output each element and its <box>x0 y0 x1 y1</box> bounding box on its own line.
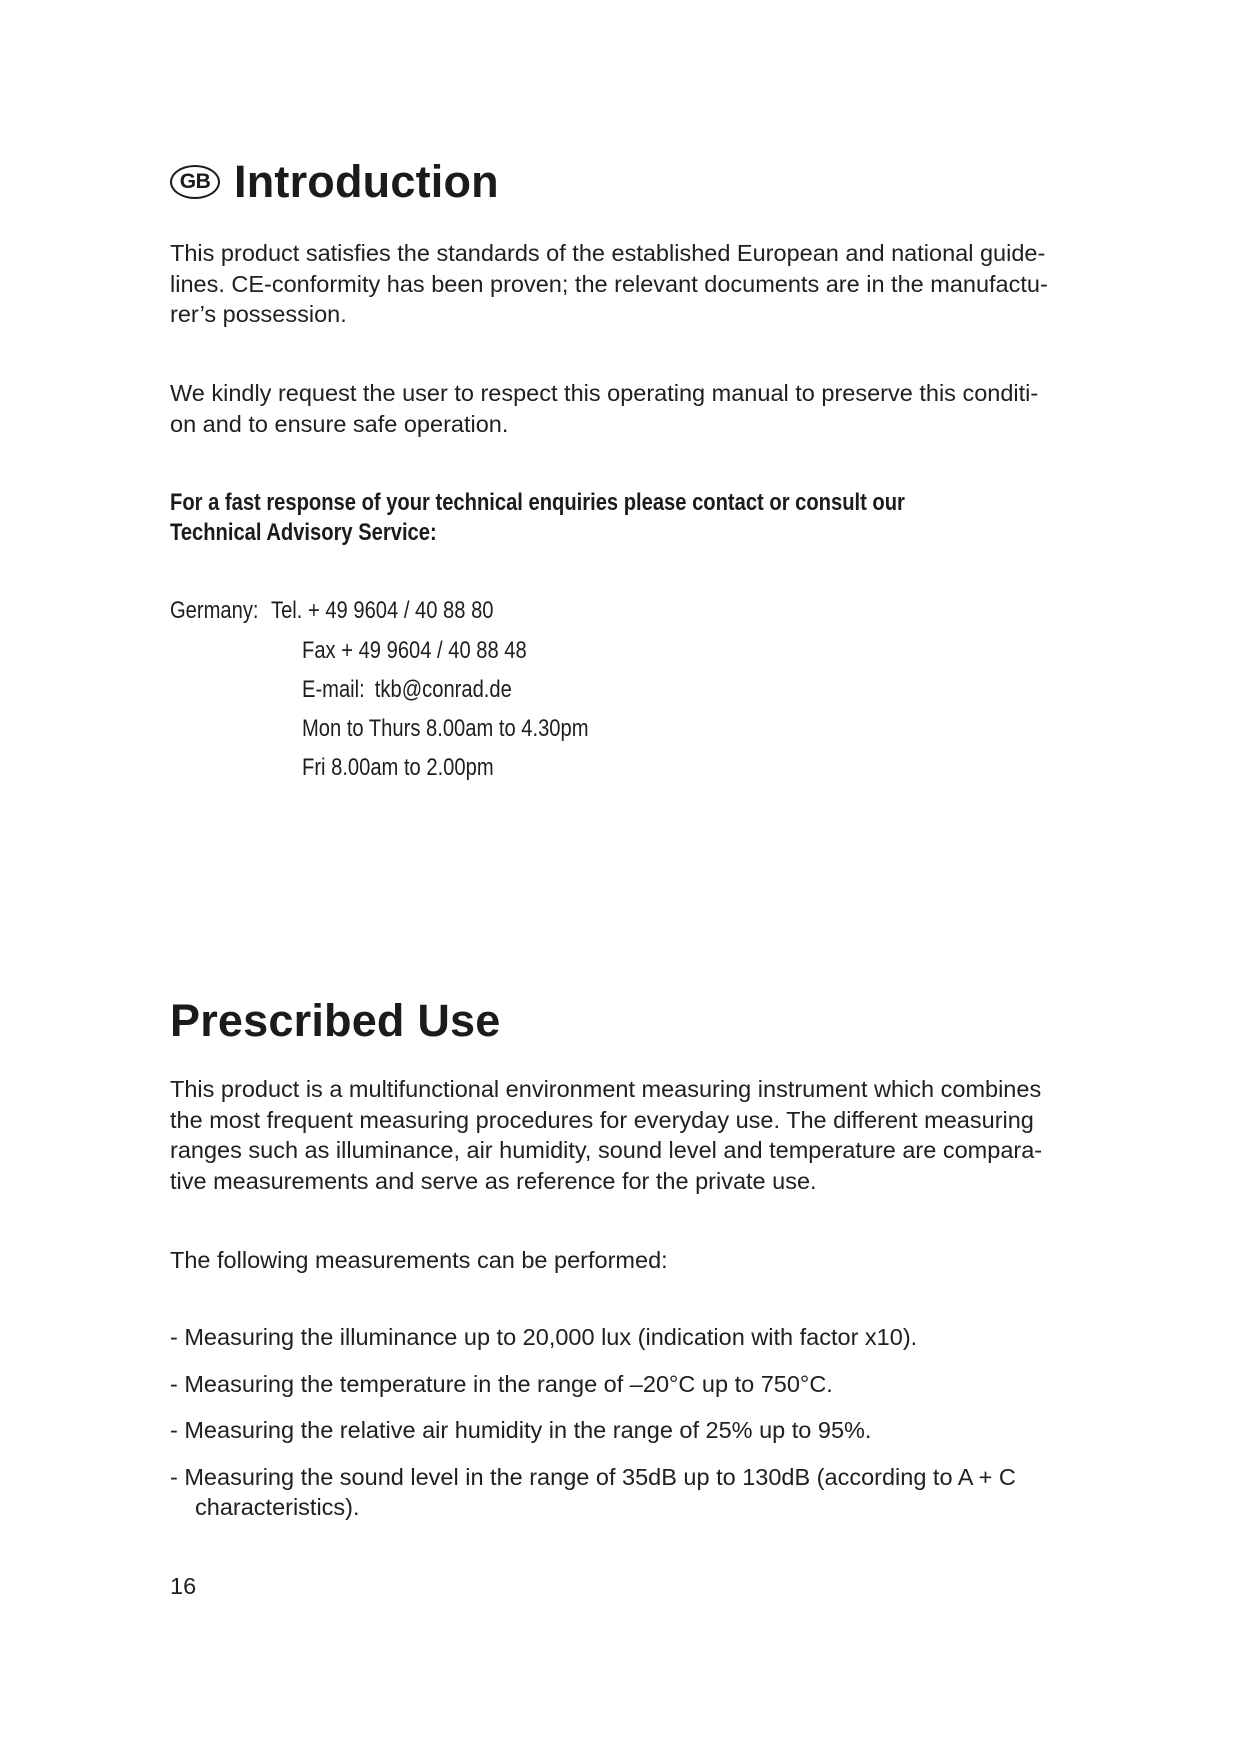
page-number: 16 <box>170 1573 197 1599</box>
text-line: on and to ensure safe operation. <box>170 410 509 437</box>
list-item: - Measuring the illuminance up to 20,000 lux (indication with factor x10). <box>170 1324 918 1350</box>
prescribed-use-title: Prescribed Use <box>170 995 501 1046</box>
list-item: - Measuring the temperature in the range of –20°C up to 750°C. <box>170 1370 833 1397</box>
text-line: We kindly request the user to respect this operating manual to preserve this conditi- <box>170 380 1039 406</box>
measurements-intro: The following measurements can be performed: <box>170 1247 668 1273</box>
text-line: This product satisfies the standards of the established European and national guide- <box>170 240 1046 266</box>
list-item-continuation: characteristics). <box>195 1494 360 1520</box>
text-line: ranges such as illuminance, air humidity, sound level and temperature are compara- <box>170 1137 1043 1163</box>
measurements-list <box>170 1322 1130 1539</box>
text-line: rer’s possession. <box>170 301 347 327</box>
email-address: tkb@conrad.de <box>374 676 512 703</box>
introduction-paragraph-1 <box>170 238 1110 330</box>
text-line: the most frequent measuring procedures for everyday use. The different measuring <box>170 1106 1034 1133</box>
contact-country: Germany: <box>170 597 259 624</box>
list-item: - Measuring the relative air humidity in the range of 25% up to 95%. <box>170 1417 872 1443</box>
gb-language-badge: GB <box>170 165 220 199</box>
technical-advisory-notice <box>170 488 905 548</box>
text-line: This product is a multifunctional environment measuring instrument which combines <box>170 1076 1042 1102</box>
text-line: For a fast response of your technical enquiries please contact or consult our <box>170 489 905 516</box>
text-line: Technical Advisory Service: <box>170 519 437 546</box>
text-line: tive measurements and serve as reference for the private use. <box>170 1167 817 1194</box>
text-line: lines. CE-conformity has been proven; the relevant documents are in the manufactu- <box>170 270 1048 297</box>
email-label: E-mail: <box>302 676 365 703</box>
introduction-title: Introduction <box>234 156 499 207</box>
contact-fax: Fax + 49 9604 / 40 88 48 <box>302 637 527 664</box>
contact-hours-friday: Fri 8.00am to 2.00pm <box>302 754 494 781</box>
introduction-heading <box>170 156 499 208</box>
contact-email-line <box>302 675 512 705</box>
prescribed-use-paragraph <box>170 1074 1110 1196</box>
contact-telephone: Tel. + 49 9604 / 40 88 80 <box>271 597 494 624</box>
contact-hours-weekdays: Mon to Thurs 8.00am to 4.30pm <box>302 715 589 742</box>
introduction-paragraph-2 <box>170 378 1110 439</box>
list-item-text: - Measuring the sound level in the range of 35dB up to 130dB (according to A + C <box>170 1463 1016 1490</box>
list-item <box>170 1462 1130 1523</box>
